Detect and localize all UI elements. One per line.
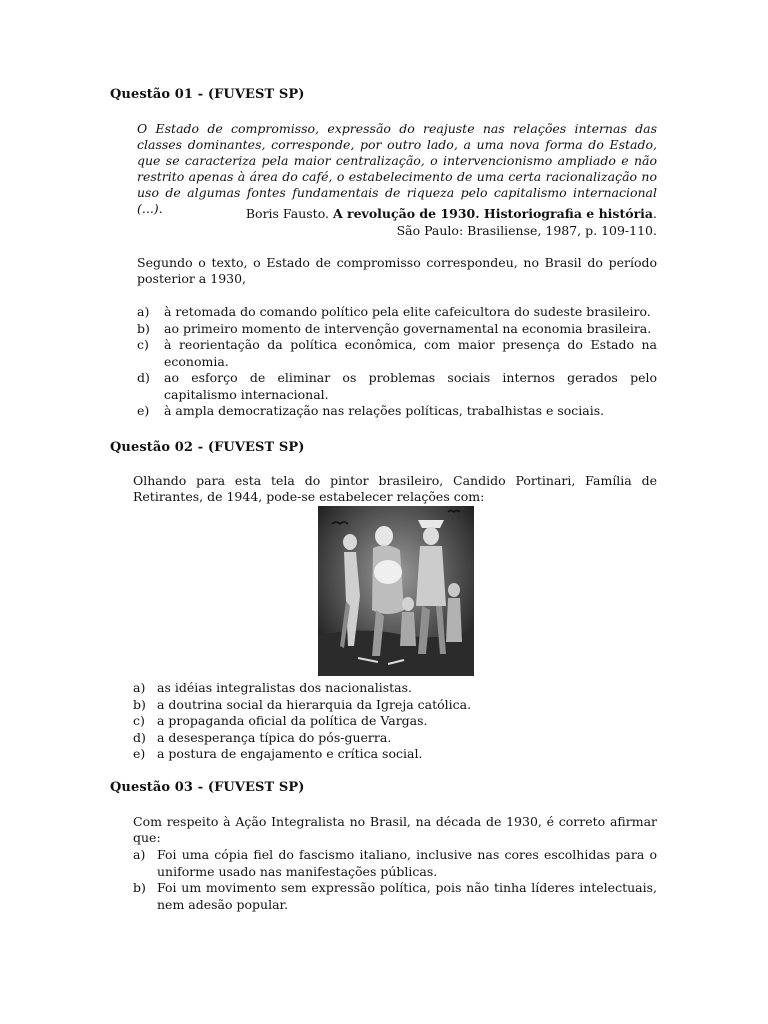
- option-letter: e): [133, 746, 146, 761]
- question-3-prompt: Com respeito à Ação Integralista no Brasil, na década de 1930, é correto afirmar que:: [133, 814, 657, 845]
- option-b[interactable]: [137, 321, 657, 338]
- question-2-options: [133, 680, 657, 763]
- question-3-options: [133, 847, 657, 913]
- option-text: Foi um movimento sem expressão política, pois não tinha líderes intelectuais, nem adesão popular.: [157, 880, 657, 912]
- option-letter: a): [133, 680, 146, 695]
- option-b[interactable]: [133, 697, 657, 714]
- question-2-prompt: Olhando para esta tela do pintor brasileiro, Candido Portinari, Família de Retirantes, de 1944, pode-se estabelecer relações com:: [133, 473, 657, 504]
- option-letter: d): [137, 370, 150, 385]
- question-1-prompt: Segundo o texto, o Estado de compromisso correspondeu, no Brasil do período posterior a 1930,: [137, 255, 657, 286]
- option-letter: b): [133, 696, 146, 712]
- option-text: à reorientação da política econômica, com maior presença do Estado na economia.: [164, 337, 657, 369]
- citation-work: A revolução de 1930. Historiografia e história: [332, 206, 654, 221]
- option-text: as idéias integralistas dos nacionalistas.: [157, 680, 412, 695]
- option-letter: b): [137, 320, 150, 336]
- option-text: à ampla democratização nas relações políticas, trabalhistas e sociais.: [164, 403, 605, 418]
- option-letter: c): [133, 713, 145, 728]
- question-3-title: Questão 03 - (FUVEST SP): [110, 780, 305, 795]
- question-1-citation: [246, 205, 657, 239]
- painting-familia-de-retirantes-image: [318, 506, 474, 676]
- option-letter: a): [133, 847, 146, 862]
- option-letter: a): [137, 304, 150, 319]
- option-b[interactable]: [133, 880, 657, 913]
- painting-illustration: [318, 506, 474, 676]
- option-letter: e): [137, 403, 150, 418]
- option-text: ao primeiro momento de intervenção governamental na economia brasileira.: [164, 320, 652, 336]
- citation-author: Boris Fausto.: [245, 206, 329, 221]
- option-d[interactable]: [133, 730, 657, 747]
- option-e[interactable]: [137, 403, 657, 420]
- option-c[interactable]: [137, 337, 657, 370]
- citation-end: .: [653, 206, 657, 221]
- citation-line-1: [246, 205, 657, 222]
- option-text: a postura de engajamento e crítica social.: [157, 746, 423, 761]
- question-1-quote: O Estado de compromisso, expressão do reajuste nas relações internas das classes dominantes, corresponde, por outro lado, a uma nova forma do Estado, que se caracteriza pela maior centralização, o intervencionismo ampliado e não restrito apenas à área do café, o estabelecimento de uma certa racionalização no uso de algumas fontes fundamentais de riqueza pelo capitalismo internacional (...).: [137, 121, 657, 216]
- option-text: a propaganda oficial da política de Vargas.: [157, 713, 428, 728]
- citation-line-2: São Paulo: Brasiliense, 1987, p. 109-110.: [396, 223, 657, 238]
- option-c[interactable]: [133, 713, 657, 730]
- option-letter: d): [133, 729, 146, 745]
- option-e[interactable]: [133, 746, 657, 763]
- question-2-title: Questão 02 - (FUVEST SP): [110, 440, 305, 455]
- option-text: à retomada do comando político pela elite cafeicultora do sudeste brasileiro.: [164, 304, 651, 319]
- option-text: a desesperança típica do pós-guerra.: [157, 729, 392, 745]
- option-a[interactable]: [133, 847, 657, 880]
- option-a[interactable]: [137, 304, 657, 321]
- option-a[interactable]: [133, 680, 657, 697]
- option-d[interactable]: [137, 370, 657, 403]
- option-text: Foi uma cópia fiel do fascismo italiano, inclusive nas cores escolhidas para o uniforme usado nas manifestações públicas.: [157, 847, 657, 879]
- question-1-options: [137, 304, 657, 420]
- option-text: ao esforço de eliminar os problemas sociais internos gerados pelo capitalismo internacional.: [164, 370, 657, 402]
- option-letter: c): [137, 337, 149, 352]
- option-letter: b): [133, 880, 146, 895]
- option-text: a doutrina social da hierarquia da Igreja católica.: [157, 696, 472, 712]
- question-1-title: Questão 01 - (FUVEST SP): [110, 87, 305, 102]
